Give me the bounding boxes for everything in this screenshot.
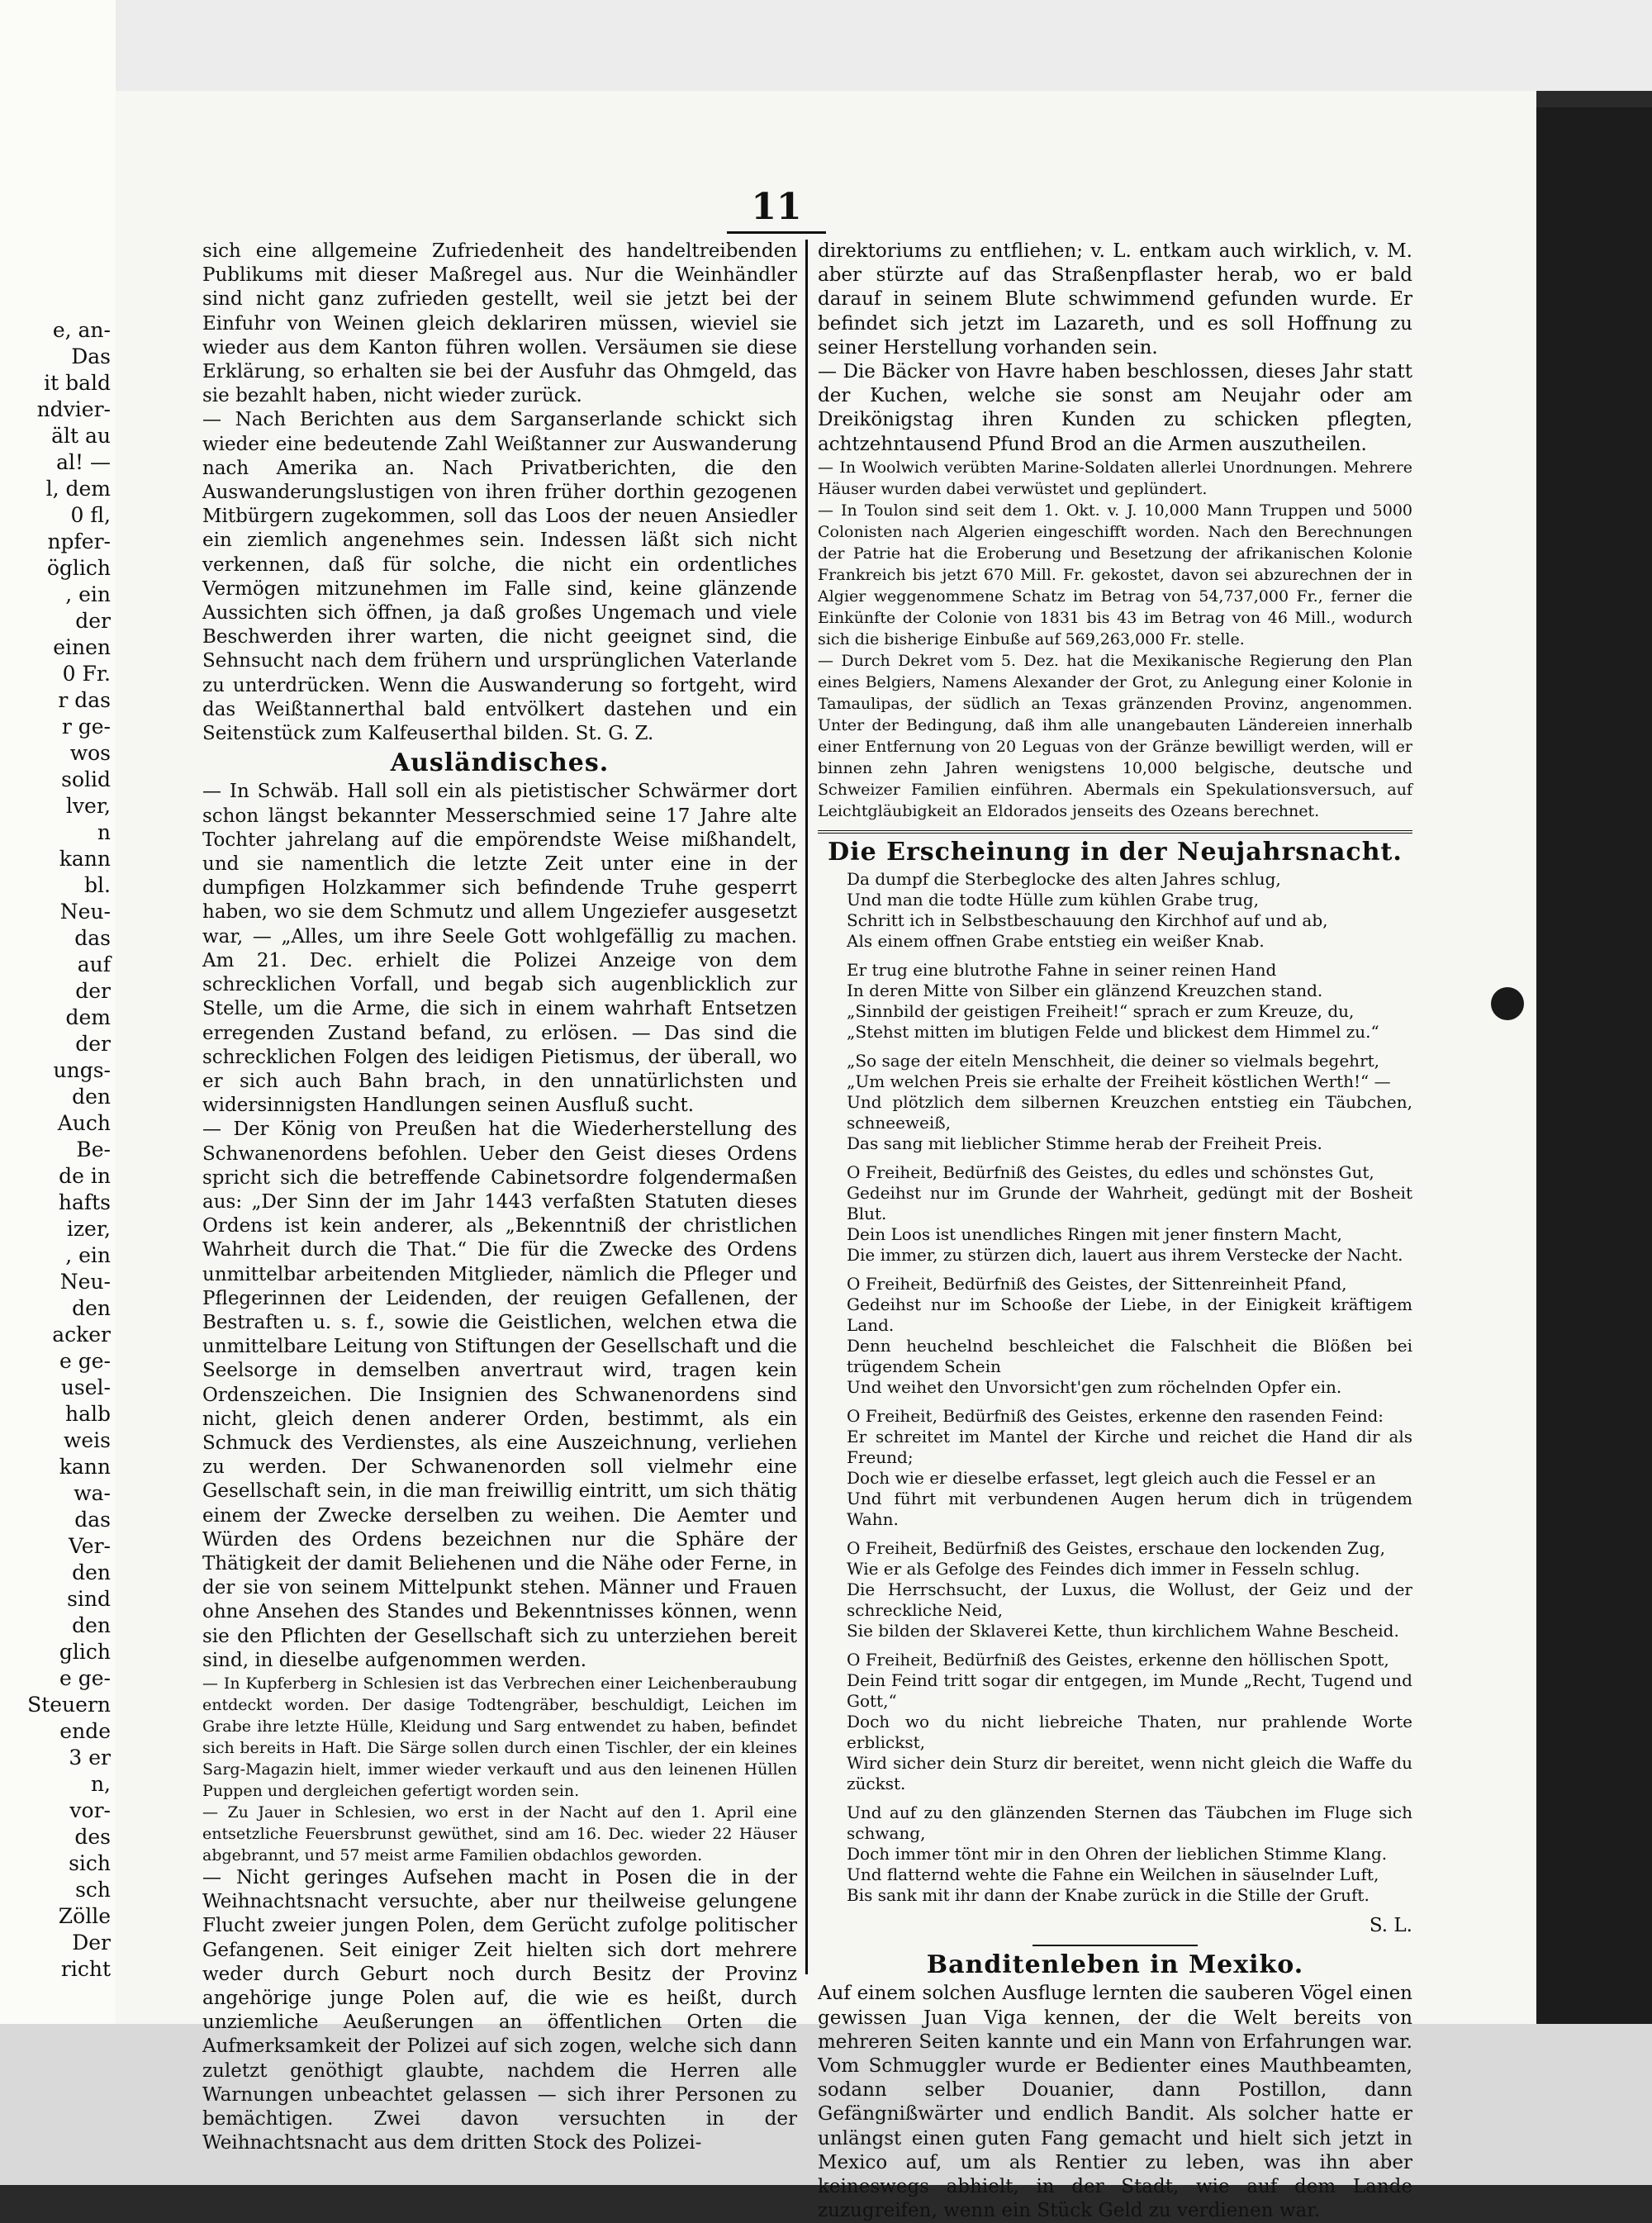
article-paragraph: — In Toulon sind seit dem 1. Okt. v. J. 10,000 Mann Truppen und 5000 Colonisten nach Algerien eingeschifft worden. Nach den Berechnungen der Patrie hat die Eroberung und Besetzung der afrikanischen Kolonie Frankreich bis jetzt 670 Mill. Fr. gekostet, davon sei abzurechnen der in Algier weggenommene Schatz im Betrag von 54,737,000 Fr., ferner die Einkünfte der Colonie von 1831 bis 43 im Betrag von 46 Mill., wodurch sich die bisherige Einbuße auf 569,263,000 Fr. stelle. bbox=[818, 501, 1412, 648]
article-paragraph: — In Woolwich verübten Marine-Soldaten allerlei Unordnungen. Mehrere Häuser wurden dabei verwüstet und geplündert. bbox=[818, 458, 1412, 498]
poem-line: Gedeihst nur im Schooße der Liebe, in der Einigkeit kräftigem Land. bbox=[847, 1294, 1412, 1336]
previous-page-fragment: npfer- bbox=[47, 530, 111, 553]
previous-page-fragment: usel- bbox=[60, 1375, 111, 1399]
article-paragraph: — Durch Dekret vom 5. Dez. hat die Mexikanische Regierung den Plan eines Belgiers, Namens Alexander der Grot, zu Anlegung einer Kolonie in Tamaulipas, der südlich an Texas gränzenden Provinz, angenommen. Unter der Bedingung, daß ihm alle unangebauten Ländereien innerhalb einer Entfernung von 20 Leguas von der Gränze bewilligt werden, will er binnen zehn Jahren wenigstens 10,000 belgische, deutsche und Schweizer Familien einführen. Abermals ein Spekulationsversuch, auf Leichtgläubigkeit an Eldorados jenseits des Ozeans berechnet. bbox=[818, 651, 1412, 820]
previous-page-fragment: weis bbox=[63, 1428, 111, 1452]
poem-line: O Freiheit, Bedürfniß des Geistes, du edles und schönstes Gut, bbox=[847, 1162, 1374, 1183]
poem-stanza bbox=[847, 1803, 1412, 1906]
previous-page-fragment: , ein bbox=[65, 1243, 111, 1267]
article-paragraph: — Nach Berichten aus dem Sarganserlande schickt sich wieder eine bedeutende Zahl Weißtanner zur Auswanderung nach Amerika an. Nach Privatberichten, die den Auswanderungslustigen von ihren früher dorthin gezogenen Mitbürgern zugekommen, soll das Loos der neuen Ansiedler ein ziemlich angenehmes sein. Indessen läßt sich nicht verkennen, daß für solche, die nicht ein ordentliches Vermögen mitzunehmen im Falle sind, keine glänzende Aussichten sich öffnen, ja daß großes Ungemach und viele Beschwerden ihrer warten, die nicht geeignet sind, die Sehnsucht nach dem frühern und ursprünglichen Vaterlande zu unterdrücken. Wenn die Auswanderung so fortgeht, wird das Weißtannerthal bald entvölkert dastehen und ein Seitenstück zum Kalfeuserthal bilden. St. G. Z. bbox=[202, 409, 797, 745]
poem-signature: S. L. bbox=[1369, 1915, 1412, 1937]
poem-line: „Stehst mitten im blutigen Felde und blickest dem Himmel zu.“ bbox=[847, 1022, 1379, 1043]
poem-line: O Freiheit, Bedürfniß des Geistes, erkenne den rasenden Feind: bbox=[847, 1406, 1384, 1427]
previous-page-fragment: l, dem bbox=[45, 477, 111, 501]
previous-page-fragment: Zölle bbox=[58, 1904, 111, 1928]
poem-stanza bbox=[847, 1274, 1412, 1398]
article-paragraph: — In Kupferberg in Schlesien ist das Verbrechen einer Leichenberaubung entdeckt worden. Der dasige Todtengräber, beschuldigt, Leichen im Grabe ihre letzte Hülle, Kleidung und Sarg entwendet zu haben, befindet sich bereits in Haft. Die Särge sollen durch einen Tischler, der ein kleines Sarg-Magazin hielt, immer wieder verkauft und aus den leinenen Hüllen Puppen und dergleichen gefertigt worden sein. bbox=[202, 1674, 797, 1800]
poem-line: Doch immer tönt mir in den Ohren der lieblichen Stimme Klang. bbox=[847, 1844, 1388, 1864]
previous-page-fragment: auf bbox=[77, 952, 111, 976]
section-heading-auslaendisches: Ausländisches. bbox=[390, 748, 610, 778]
poem-line: Und flatternd wehte die Fahne ein Weilchen in säuselnder Luft, bbox=[847, 1864, 1379, 1885]
poem-line: „So sage der eiteln Menschheit, die deiner so vielmals begehrt, bbox=[847, 1051, 1380, 1071]
previous-page-fragment: solid bbox=[61, 767, 111, 791]
poem-line: Das sang mit lieblicher Stimme herab der Freiheit Preis. bbox=[847, 1133, 1322, 1154]
previous-page-fragment: e, an- bbox=[52, 318, 111, 342]
left-column bbox=[202, 240, 797, 2155]
previous-page-fragment: 0 fl, bbox=[70, 503, 111, 527]
previous-page-fragment: Auch bbox=[57, 1111, 111, 1135]
poem-stanza bbox=[847, 960, 1412, 1043]
poem-line: Die Herrschsucht, der Luxus, die Wollust, der Geiz und der schreckliche Neid, bbox=[847, 1579, 1412, 1621]
previous-page-fragment: den bbox=[72, 1296, 111, 1320]
article-paragraph: — Der König von Preußen hat die Wiederherstellung des Schwanenordens befohlen. Ueber den Geist dieses Ordens spricht sich die betreffende Cabinetsordre folgendermaßen aus: „Der Sinn der im Jahr 1443 verfaßten Statuten dieses Ordens ist kein anderer, als „Bekenntniß der christlichen Wahrheit durch die That.“ Die für die Zwecke des Ordens unmittelbar arbeitenden Mitglieder, nämlich die Pfleger und Pflegerinnen der Leidenden, der reuigen Gefallenen, der Bestraften u. s. f., sowie die Geistlichen, welchen etwa die unmittelbare Leitung von Stiftungen der Gesellschaft und die Seelsorge in demselben anvertraut wird, tragen kein Ordenszeichen. Die Insignien des Schwanenordens sind nicht, gleich denen anderer Orden, bestimmt, als ein Schmuck des Verdienstes, als eine Auszeichnung, verliehen zu werden. Der Schwanenorden soll vielmehr eine Gesellschaft sein, in die man freiwillig eintritt, um sich thätig einem der Zwecke derselben zu weihen. Die Aemter und Würden des Ordens bezeichnen nur die Sphäre der Thätigkeit der damit Beliehenen und die Nähe oder Ferne, in der sie von seinem Mittelpunkt stehen. Männer und Frauen ohne Ansehen des Standes und Bekenntnisses können, wenn sie den Pflichten der Gesellschaft sich zu unterziehen bereit sind, in dieselbe aufgenommen werden. bbox=[202, 1119, 797, 1671]
short-rule bbox=[1032, 1945, 1198, 1946]
poem-stanza bbox=[847, 1051, 1412, 1154]
previous-page-fragment: n bbox=[97, 820, 111, 844]
poem-line: „Um welchen Preis sie erhalte der Freiheit köstlichen Werth!“ — bbox=[847, 1071, 1391, 1092]
previous-page-fragment: 3 er bbox=[69, 1746, 111, 1769]
previous-page-fragment: dem bbox=[65, 1005, 111, 1029]
previous-page-fragment: vor- bbox=[69, 1798, 111, 1822]
poem-stanza bbox=[847, 1538, 1412, 1641]
poem-line: In deren Mitte von Silber ein glänzend Kreuzchen stand. bbox=[847, 981, 1323, 1001]
article-paragraph: — In Schwäb. Hall soll ein als pietistischer Schwärmer dort schon längst bekannter Messerschmied seine 17 Jahre alte Tochter jahrelang auf die empörendste Weise mißhandelt, und sie namentlich die letzte Zeit unter eine in der dumpfigen Holzkammer sich befindende Truhe gesperrt haben, wo sie dem Schmutz und allem Ungeziefer ausgesetzt war, — „Alles, um ihre Seele Gott wohlgefällig zu machen. Am 21. Dec. erhielt die Polizei Anzeige von dem schrecklichen Vorfall, und begab sich augenblicklich zur Stelle, um die Arme, die sich in einem wahrhaft Entsetzen erregenden Zustand befand, zu erlösen. — Das sind die schrecklichen Folgen des leidigen Pietismus, der überall, wo er sich auch Bahn brach, in den unnatürlichsten und widersinnigsten Handlungen seinen Ausfluß sucht. bbox=[202, 781, 797, 1117]
previous-page-fragment: al! — bbox=[56, 450, 111, 474]
poem-line: O Freiheit, Bedürfniß des Geistes, der Sittenreinheit Pfand, bbox=[847, 1274, 1347, 1294]
poem-line: O Freiheit, Bedürfniß des Geistes, erschaue den lockenden Zug, bbox=[847, 1538, 1385, 1559]
poem-line: Da dumpf die Sterbeglocke des alten Jahres schlug, bbox=[847, 869, 1281, 890]
poem-line: Er schreitet im Mantel der Kirche und reichet die Hand dir als Freund; bbox=[847, 1427, 1412, 1468]
previous-page-fragment: Ver- bbox=[69, 1534, 111, 1558]
poem-stanza bbox=[847, 869, 1412, 952]
previous-page-fragment: das bbox=[74, 926, 111, 950]
previous-page-fragment: ungs- bbox=[53, 1058, 111, 1082]
previous-page-edge bbox=[0, 0, 116, 2185]
previous-page-fragment: hafts bbox=[58, 1190, 111, 1214]
previous-page-fragment: sich bbox=[69, 1851, 111, 1875]
binding-hole-icon bbox=[1491, 987, 1524, 1020]
poem-line: Die immer, zu stürzen dich, lauert aus ihrem Verstecke der Nacht. bbox=[847, 1245, 1403, 1266]
poem-stanza bbox=[847, 1406, 1412, 1530]
previous-page-fragment: ält au bbox=[51, 424, 111, 448]
previous-page-fragment: n, bbox=[90, 1772, 111, 1796]
poem-line: Gedeihst nur im Grunde der Wahrheit, gedüngt mit der Bosheit Blut. bbox=[847, 1183, 1412, 1224]
previous-page-fragment: r ge- bbox=[61, 715, 111, 739]
poem-line: Und führt mit verbundenen Augen herum dich in trügendem Wahn. bbox=[847, 1489, 1412, 1530]
right-column bbox=[818, 240, 1412, 2223]
previous-page-fragment: halb bbox=[64, 1402, 111, 1426]
article-paragraph: — Zu Jauer in Schlesien, wo erst in der Nacht auf den 1. April eine entsetzliche Feuersbrunst gewüthet, sind am 16. Dec. wieder 22 Häuser abgebrannt, und 57 meist arme Familien obdachlos geworden. bbox=[202, 1803, 797, 1864]
previous-page-fragment: der bbox=[75, 609, 111, 633]
poem-line: Doch wo du nicht liebreiche Thaten, nur prahlende Worte erblickst, bbox=[847, 1712, 1412, 1753]
page-number: 11 bbox=[727, 186, 826, 234]
article-paragraph: direktoriums zu entfliehen; v. L. entkam auch wirklich, v. M. aber stürzte auf das Straßenpflaster herab, wo er bald darauf in seinem Blute schwimmend gefunden wurde. Er befindet sich jetzt im Lazareth, und es soll Hoffnung zu seiner Herstellung vorhanden sein. bbox=[818, 240, 1412, 359]
previous-page-fragment: wos bbox=[69, 741, 111, 765]
previous-page-fragment: sch bbox=[75, 1878, 111, 1902]
book-binding-edge bbox=[1536, 107, 1652, 2040]
previous-page-fragment: den bbox=[72, 1085, 111, 1109]
poem-line: Bis sank mit ihr dann der Knabe zurück in die Stille der Gruft. bbox=[847, 1885, 1370, 1906]
previous-page-fragment: kann bbox=[59, 847, 111, 871]
previous-page-fragment: den bbox=[72, 1560, 111, 1584]
previous-page-fragment: , ein bbox=[65, 582, 111, 606]
previous-page-fragment: wa- bbox=[74, 1481, 111, 1505]
poem-line: Sie bilden der Sklaverei Kette, thun kirchlichem Wahne Bescheid. bbox=[847, 1621, 1399, 1641]
previous-page-fragment: 0 Fr. bbox=[62, 662, 111, 686]
previous-page-fragment: Steuern bbox=[27, 1693, 111, 1717]
poem-line: „Sinnbild der geistigen Freiheit!“ sprach er zum Kreuze, du, bbox=[847, 1001, 1355, 1022]
section-heading-banditenleben: Banditenleben in Mexiko. bbox=[926, 1950, 1304, 1980]
previous-page-fragment: Neu- bbox=[59, 1270, 111, 1294]
article-paragraph: — Nicht geringes Aufsehen macht in Posen die in der Weihnachtsnacht versuchte, aber nur theilweise gelungene Flucht zweier jungen Polen, dem Gerücht zufolge politischer Gefangenen. Seit einiger Zeit hielten sich dort mehrere weder durch Geburt noch durch Besitz der Provinz angehörige junge Polen auf, die wie es heißt, durch unziemliche Aeußerungen an öffentlichen Orten die Aufmerksamkeit der Polizei auf sich zogen, welche sich dann zuletzt genöthigt glaubte, nachdem die Herren alle Warnungen unbeachtet gelassen — sich ihrer Personen zu bemächtigen. Zwei davon versuchten in der Weihnachtsnacht aus dem dritten Stock des Polizei- bbox=[202, 1866, 797, 2154]
poem-title: Die Erscheinung in der Neujahrsnacht. bbox=[828, 837, 1403, 867]
article-paragraph: sich eine allgemeine Zufriedenheit des handeltreibenden Publikums mit dieser Maßregel aus. Nur die Weinhändler sind nicht ganz zufrieden gestellt, weil sie jetzt bei der Einfuhr von Weinen gleich deklariren müssen, wieviel sie wieder aus dem Kanton führen wollen. Versäumen sie diese Erklärung, so erhalten sie bei der Ausfuhr das Ohmgeld, das sie bezahlt haben, nicht wieder zurück. bbox=[202, 240, 797, 407]
previous-page-fragment: Das bbox=[71, 344, 111, 368]
previous-page-fragment: it bald bbox=[44, 371, 111, 395]
poem-line: Und weihet den Unvorsicht'gen zum röchelnden Opfer ein. bbox=[847, 1377, 1342, 1398]
article-paragraph: Auf einem solchen Ausfluge lernten die sauberen Vögel einen gewissen Juan Viga kennen, der die Welt bereits von mehreren Seiten kannte und ein Mann von Erfahrungen war. Vom Schmuggler wurde er Bedienter eines Mauthbeamten, sodann selber Douanier, dann Postillon, dann Gefängnißwärter und endlich Bandit. Als solcher hatte er unlängst einen guten Fang gemacht und hielt sich jetzt in Mexico auf, um als Rentier zu leben, was ihn aber keineswegs abhielt, in der Stadt, wie auf dem Lande zuzugreifen, wenn ein Stück Geld zu verdienen war. bbox=[818, 1983, 1412, 2222]
previous-page-fragment: der bbox=[75, 1032, 111, 1056]
poem-line: Als einem offnen Grabe entstieg ein weißer Knab. bbox=[847, 931, 1265, 952]
previous-page-fragment: sind bbox=[67, 1587, 111, 1611]
poem-stanza bbox=[847, 1162, 1412, 1266]
poem-line: O Freiheit, Bedürfniß des Geistes, erkenne den höllischen Spott, bbox=[847, 1650, 1389, 1670]
poem-line: Doch wie er dieselbe erfasset, legt gleich auch die Fessel er an bbox=[847, 1468, 1376, 1489]
previous-page-fragment: Be- bbox=[76, 1138, 111, 1161]
previous-page-fragment: izer, bbox=[66, 1217, 111, 1241]
section-separator bbox=[818, 830, 1412, 834]
previous-page-fragment: acker bbox=[52, 1323, 111, 1347]
previous-page-fragment: r das bbox=[58, 688, 111, 712]
previous-page-fragment: bl. bbox=[84, 873, 111, 897]
article-paragraph: — Die Bäcker von Havre haben beschlossen, dieses Jahr statt der Kuchen, welche sie sonst am Neujahr oder am Dreikönigstag ihren Kunden zu schicken pflegten, achtzehntausend Pfund Brod an die Armen auszutheilen. bbox=[818, 361, 1412, 455]
poem-line: Schritt ich in Selbstbeschauung den Kirchhof auf und ab, bbox=[847, 910, 1328, 931]
previous-page-fragment: das bbox=[74, 1508, 111, 1532]
previous-page-fragment: Der bbox=[72, 1931, 111, 1955]
previous-page-fragment: de in bbox=[59, 1164, 111, 1188]
previous-page-fragment: kann bbox=[59, 1455, 111, 1479]
column-divider bbox=[805, 240, 808, 1974]
previous-page-fragment: des bbox=[74, 1825, 111, 1849]
poem-stanza bbox=[847, 1650, 1412, 1794]
previous-page-fragment: richt bbox=[60, 1957, 111, 1981]
poem bbox=[847, 869, 1412, 1906]
poem-line: Dein Feind tritt sogar dir entgegen, im Munde „Recht, Tugend und Gott,“ bbox=[847, 1670, 1412, 1712]
poem-line: Wird sicher dein Sturz dir bereitet, wenn nicht gleich die Waffe du zückst. bbox=[847, 1753, 1412, 1794]
previous-page-fragment: Neu- bbox=[59, 900, 111, 924]
previous-page-fragment: lver, bbox=[65, 794, 111, 818]
previous-page-fragment: den bbox=[72, 1613, 111, 1637]
poem-line: Dein Loos ist unendliches Ringen mit jener finstern Macht, bbox=[847, 1224, 1342, 1245]
previous-page-fragment: e ge- bbox=[59, 1349, 111, 1373]
previous-page-fragment: e ge- bbox=[59, 1666, 111, 1690]
poem-line: Und auf zu den glänzenden Sternen das Täubchen im Fluge sich schwang, bbox=[847, 1803, 1412, 1844]
poem-line: Wie er als Gefolge des Feindes dich immer in Fesseln schlug. bbox=[847, 1559, 1360, 1579]
previous-page-fragment: glich bbox=[59, 1640, 111, 1664]
poem-line: Denn heuchelnd beschleichet die Falschheit die Blößen bei trügendem Schein bbox=[847, 1336, 1412, 1377]
previous-page-fragment: öglich bbox=[46, 556, 111, 580]
previous-page-fragment: der bbox=[75, 979, 111, 1003]
previous-page-fragment: ndvier- bbox=[36, 397, 111, 421]
poem-line: Und man die todte Hülle zum kühlen Grabe trug, bbox=[847, 890, 1260, 910]
previous-page-fragment: einen bbox=[53, 635, 111, 659]
poem-line: Er trug eine blutrothe Fahne in seiner reinen Hand bbox=[847, 960, 1277, 981]
poem-line: Und plötzlich dem silbernen Kreuzchen entstieg ein Täubchen, schneeweiß, bbox=[847, 1092, 1412, 1133]
previous-page-fragment: ende bbox=[59, 1719, 111, 1743]
scan-top-margin bbox=[0, 0, 1652, 91]
